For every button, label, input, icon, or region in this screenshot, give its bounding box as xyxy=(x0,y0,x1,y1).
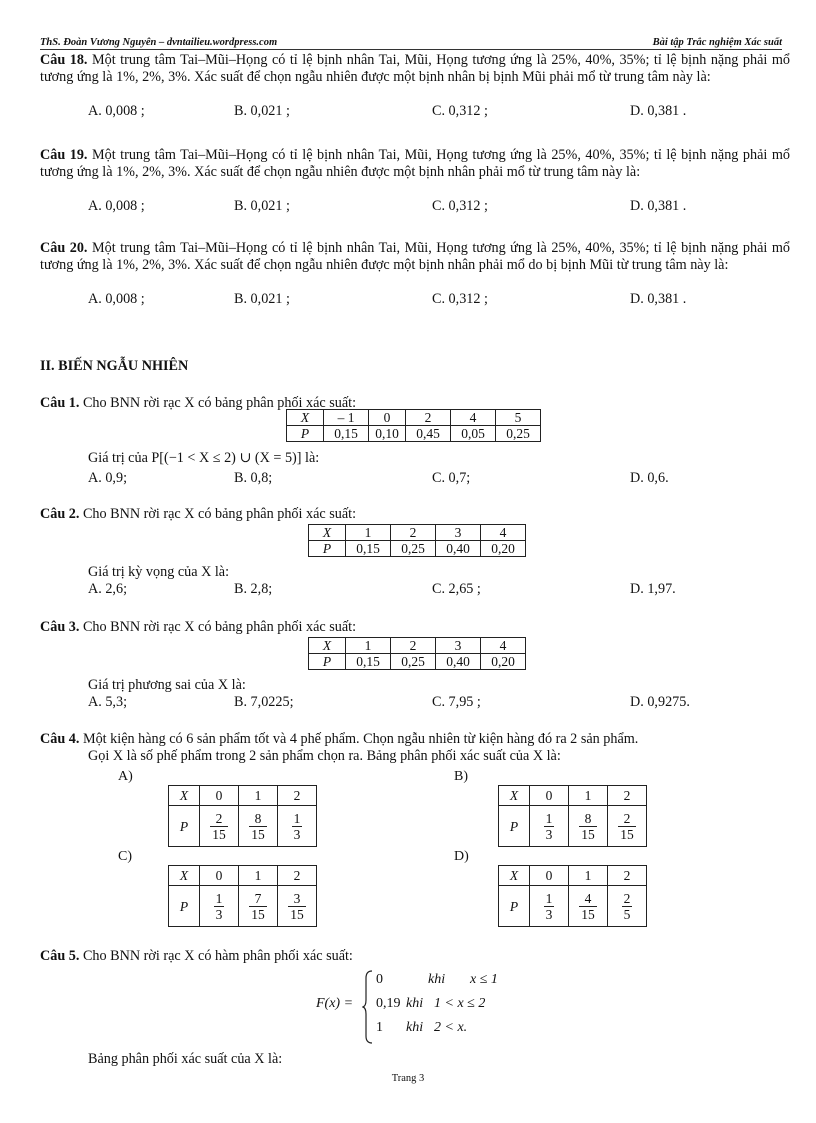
question-text: Một trung tâm Tai–Mũi–Họng có tỉ lệ bịnh nhân Tai, Mũi, Họng tương ứng là 25%, 40%, 35%; tỉ lệ bịnh nặng phải mổ tương ứng là 1%, 2%, 3%. Xác suất để chọn ngẫu nhiên được một bịnh nhân bị bịnh Mũi phải mổ từ trung tâm này là: xyxy=(40,52,790,85)
table-cell: 1 xyxy=(569,786,608,806)
fraction-numerator: 2 xyxy=(210,811,228,827)
cdf-value: 0,19 xyxy=(376,996,401,1011)
fraction-denominator: 15 xyxy=(290,906,304,922)
question-label: Câu 4. xyxy=(40,731,80,747)
option-b-label[interactable]: B) xyxy=(454,769,468,784)
page-number: Trang 3 xyxy=(391,1073,425,1084)
bnn-question-3 xyxy=(40,619,790,636)
fraction-denominator: 3 xyxy=(545,826,553,842)
question-prompt: Giá trị kỳ vọng của X là: xyxy=(88,564,230,580)
question-20 xyxy=(40,240,790,307)
table-cell: 0 xyxy=(530,786,569,806)
question-19 xyxy=(40,147,790,214)
fraction-denominator: 3 xyxy=(293,826,301,842)
table-cell xyxy=(608,806,647,847)
fraction-numerator: 1 xyxy=(293,810,301,826)
table-cell xyxy=(278,806,317,847)
table-cell xyxy=(569,806,608,847)
left-brace-icon xyxy=(362,970,374,1044)
table-cell: 1 xyxy=(569,866,608,886)
fraction-numerator: 4 xyxy=(579,891,597,907)
question-text: Cho BNN rời rạc X có bảng phân phối xác suất: xyxy=(79,395,357,411)
table-cell: 0,05 xyxy=(451,426,496,442)
cdf-khi: khi xyxy=(428,972,446,987)
question-label: Câu 3. xyxy=(40,619,80,635)
table-header-x: X xyxy=(169,786,200,806)
table-cell xyxy=(239,886,278,927)
table-cell xyxy=(569,886,608,927)
option-a[interactable]: A. 0,9; xyxy=(88,470,128,486)
option-b[interactable]: B. 7,0225; xyxy=(234,694,294,710)
option-a-table xyxy=(168,785,317,847)
page-header xyxy=(40,33,782,50)
fraction-numerator: 1 xyxy=(545,810,553,826)
table-cell: 4 xyxy=(481,638,526,654)
fraction-numerator: 2 xyxy=(623,890,631,906)
table-cell: 0,15 xyxy=(346,541,391,557)
table-cell: 0 xyxy=(369,410,406,426)
table-cell: 2 xyxy=(391,638,436,654)
table-cell: 4 xyxy=(481,525,526,541)
table-header-p: P xyxy=(309,541,346,557)
section-heading: II. BIẾN NGẪU NHIÊN xyxy=(40,358,189,374)
fraction-numerator: 1 xyxy=(215,890,223,906)
fraction-denominator: 3 xyxy=(545,906,553,922)
table-cell xyxy=(530,886,569,927)
table-header-p: P xyxy=(309,654,346,670)
table-cell: 1 xyxy=(346,638,391,654)
header-title: Bài tập Trắc nghiệm Xác suất xyxy=(652,37,782,48)
table-cell: 0 xyxy=(530,866,569,886)
cdf-value: 0 xyxy=(376,972,383,987)
cdf-condition: 1 < x ≤ 2 xyxy=(434,996,486,1011)
question-text: Một trung tâm Tai–Mũi–Họng có tỉ lệ bịnh nhân Tai, Mũi, Họng tương ứng là 25%, 40%, 35%; tỉ lệ bịnh nặng phải mổ tương ứng là 1%, 2%, 3%. Xác suất để chọn ngẫu nhiên được một bịnh nhân phải mổ do bị bịnh Mũi từ trung tâm này là: xyxy=(40,240,790,273)
question-text-2: Gọi X là số phế phẩm trong 2 sản phẩm chọn ra. Bảng phân phối xác suất của X là: xyxy=(88,748,561,764)
table-cell: 0,15 xyxy=(324,426,369,442)
option-c[interactable]: C. 0,7; xyxy=(432,470,471,486)
table-header-p: P xyxy=(287,426,324,442)
option-d[interactable]: D. 1,97. xyxy=(630,581,676,597)
option-b[interactable]: B. 0,021 ; xyxy=(234,291,290,307)
question-text: Một kiện hàng có 6 sản phẩm tốt và 4 phế phẩm. Chọn ngẫu nhiên từ kiện hàng đó ra 2 sản phẩm. xyxy=(79,731,639,747)
fraction-denominator: 15 xyxy=(581,906,595,922)
fraction-numerator: 1 xyxy=(545,890,553,906)
fraction-denominator: 15 xyxy=(212,826,226,842)
table-cell xyxy=(200,886,239,927)
table-cell: 0,25 xyxy=(496,426,541,442)
cdf-condition: x ≤ 1 xyxy=(470,972,498,987)
table-header-p: P xyxy=(499,886,530,927)
fraction-denominator: 3 xyxy=(215,906,223,922)
question-prompt: Giá trị phương sai của X là: xyxy=(88,677,246,693)
option-a[interactable]: A. 0,008 ; xyxy=(88,198,145,214)
table-cell: 1 xyxy=(239,786,278,806)
question-text: Cho BNN rời rạc X có bảng phân phối xác suất: xyxy=(79,506,357,522)
table-cell: 0,40 xyxy=(436,541,481,557)
table-cell: 2 xyxy=(278,786,317,806)
option-d[interactable]: D. 0,381 . xyxy=(630,103,687,119)
header-author: ThS. Đoàn Vương Nguyên – dvntailieu.wordpress.com xyxy=(40,37,278,48)
table-cell: 3 xyxy=(436,525,481,541)
question-prompt: Bảng phân phối xác suất của X là: xyxy=(88,1051,283,1067)
option-a[interactable]: A. 0,008 ; xyxy=(88,103,145,119)
fraction-numerator: 8 xyxy=(579,811,597,827)
question-label: Câu 5. xyxy=(40,948,80,964)
question-label: Câu 1. xyxy=(40,395,80,411)
table-cell: 0,20 xyxy=(481,541,526,557)
table-cell: 2 xyxy=(278,866,317,886)
option-c[interactable]: C. 0,312 ; xyxy=(432,198,488,214)
option-c[interactable]: C. 2,65 ; xyxy=(432,581,481,597)
table-cell: – 1 xyxy=(324,410,369,426)
table-header-p: P xyxy=(499,806,530,847)
bnn-question-2 xyxy=(40,506,790,523)
option-a[interactable]: A. 5,3; xyxy=(88,694,128,710)
option-b[interactable]: B. 0,021 ; xyxy=(234,198,290,214)
table-cell: 0,10 xyxy=(369,426,406,442)
table-header-x: X xyxy=(499,786,530,806)
table-cell: 2 xyxy=(391,525,436,541)
table-cell: 2 xyxy=(406,410,451,426)
question-label: Câu 20. xyxy=(40,240,88,256)
table-cell xyxy=(200,806,239,847)
table-cell: 1 xyxy=(239,866,278,886)
table-header-x: X xyxy=(499,866,530,886)
question-text: Cho BNN rời rạc X có bảng phân phối xác suất: xyxy=(79,619,357,635)
option-c[interactable]: C. 0,312 ; xyxy=(432,291,488,307)
option-b[interactable]: B. 0,8; xyxy=(234,470,273,486)
option-d-table xyxy=(498,865,647,927)
table-cell xyxy=(608,886,647,927)
table-cell xyxy=(278,886,317,927)
distribution-table xyxy=(308,524,526,557)
table-header-x: X xyxy=(309,638,346,654)
option-a-label[interactable]: A) xyxy=(118,769,133,784)
fraction-denominator: 15 xyxy=(251,826,265,842)
option-d[interactable]: D. 0,381 . xyxy=(630,291,687,307)
bnn-question-4 xyxy=(40,731,790,765)
option-b[interactable]: B. 0,021 ; xyxy=(234,103,290,119)
fraction-denominator: 5 xyxy=(623,906,631,922)
table-cell: 5 xyxy=(496,410,541,426)
option-c-label[interactable]: C) xyxy=(118,849,132,864)
question-18 xyxy=(40,52,790,119)
table-cell: 2 xyxy=(608,786,647,806)
fraction-numerator: 2 xyxy=(618,811,636,827)
table-cell: 3 xyxy=(436,638,481,654)
table-header-x: X xyxy=(287,410,324,426)
table-header-p: P xyxy=(169,886,200,927)
table-cell: 4 xyxy=(451,410,496,426)
option-c-table xyxy=(168,865,317,927)
table-header-p: P xyxy=(169,806,200,847)
answer-options xyxy=(40,103,790,120)
fraction-numerator: 3 xyxy=(288,891,306,907)
table-cell: 0,25 xyxy=(391,654,436,670)
cdf-value: 1 xyxy=(376,1020,383,1035)
fraction-denominator: 15 xyxy=(581,826,595,842)
option-d[interactable]: D. 0,6. xyxy=(630,470,669,486)
option-d[interactable]: D. 0,9275. xyxy=(630,694,690,710)
table-cell: 0 xyxy=(200,786,239,806)
table-cell: 0,20 xyxy=(481,654,526,670)
distribution-table xyxy=(286,409,541,442)
question-label: Câu 18. xyxy=(40,52,88,68)
table-cell: 2 xyxy=(608,866,647,886)
table-cell: 1 xyxy=(346,525,391,541)
answer-options xyxy=(40,198,790,215)
option-c[interactable]: C. 7,95 ; xyxy=(432,694,481,710)
question-text: Cho BNN rời rạc X có hàm phân phối xác suất: xyxy=(79,948,353,964)
question-label: Câu 19. xyxy=(40,147,88,163)
table-header-x: X xyxy=(169,866,200,886)
table-cell xyxy=(239,806,278,847)
table-cell: 0 xyxy=(200,866,239,886)
option-a[interactable]: A. 2,6; xyxy=(88,581,128,597)
table-cell: 0,15 xyxy=(346,654,391,670)
fraction-denominator: 15 xyxy=(620,826,634,842)
option-d-label[interactable]: D) xyxy=(454,849,469,864)
cdf-condition: 2 < x. xyxy=(434,1020,468,1035)
option-a[interactable]: A. 0,008 ; xyxy=(88,291,145,307)
fraction-denominator: 15 xyxy=(251,906,265,922)
cdf-lhs: F(x) = xyxy=(316,996,354,1011)
table-header-x: X xyxy=(309,525,346,541)
question-prompt: Giá trị của P[(−1 < X ≤ 2) ∪ (X = 5)] là: xyxy=(88,450,320,466)
table-cell: 0,25 xyxy=(391,541,436,557)
distribution-table xyxy=(308,637,526,670)
option-b[interactable]: B. 2,8; xyxy=(234,581,273,597)
option-c[interactable]: C. 0,312 ; xyxy=(432,103,488,119)
option-b-table xyxy=(498,785,647,847)
table-cell: 0,45 xyxy=(406,426,451,442)
bnn-question-5 xyxy=(40,948,790,965)
fraction-numerator: 8 xyxy=(249,811,267,827)
table-cell xyxy=(530,806,569,847)
cdf-khi: khi xyxy=(406,1020,424,1035)
question-label: Câu 2. xyxy=(40,506,80,522)
question-text: Một trung tâm Tai–Mũi–Họng có tỉ lệ bịnh nhân Tai, Mũi, Họng tương ứng là 25%, 40%, 35%; tỉ lệ bịnh nặng phải mổ tương ứng là 1%, 2%, 3%. Xác suất để chọn ngẫu nhiên được một bịnh nhân phải mổ từ trung tâm này là: xyxy=(40,147,790,180)
table-cell: 0,40 xyxy=(436,654,481,670)
fraction-numerator: 7 xyxy=(249,891,267,907)
answer-options xyxy=(40,291,790,308)
cdf-khi: khi xyxy=(406,996,424,1011)
option-d[interactable]: D. 0,381 . xyxy=(630,198,687,214)
